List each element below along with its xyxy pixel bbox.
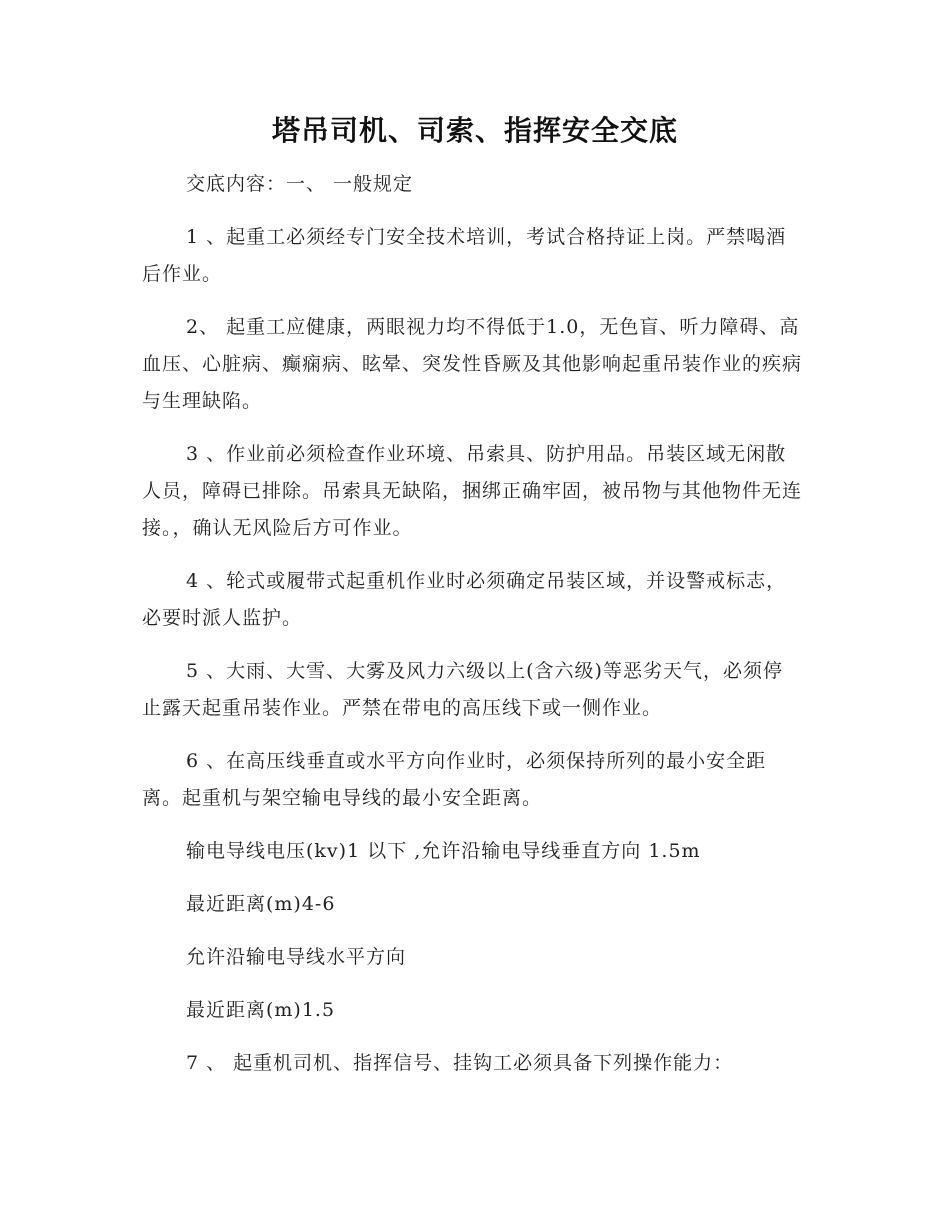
paragraph-intro: 交底内容：一、 一般规定 bbox=[186, 173, 414, 195]
paragraph-rule-1: 1 、起重工必须经专门安全技术培训，考试合格持证上岗。严禁喝酒后作业。 bbox=[142, 226, 787, 285]
paragraph-rule-4: 4 、轮式或履带式起重机作业时必须确定吊装区域，并设警戒标志，必要时派人监护。 bbox=[142, 570, 787, 629]
document-title: 塔吊司机、司索、指挥安全交底 bbox=[271, 114, 678, 147]
paragraph-rule-3: 3 、作业前必须检查作业环境、吊索具、防护用品。吊装区域无闲散人员，障碍已排除。吊索具无缺陷，捆绑正确牢固，被吊物与其他物件无连接。，确认无风险后方可作业。 bbox=[142, 443, 803, 539]
paragraph-min-distance-1: 最近距离(m)4-6 bbox=[186, 893, 336, 915]
document-body bbox=[142, 166, 802, 1098]
paragraph-horizontal-direction: 允许沿输电导线水平方向 bbox=[186, 946, 407, 968]
paragraph-rule-7: 7 、 起重机司机、指挥信号、挂钩工必须具备下列操作能力： bbox=[186, 1052, 734, 1074]
paragraph-voltage-line: 输电导线电压(kv)1 以下 ,允许沿输电导线垂直方向 1.5m bbox=[186, 840, 701, 862]
paragraph-min-distance-2: 最近距离(m)1.5 bbox=[186, 999, 336, 1021]
paragraph-rule-5: 5 、大雨、大雪、大雾及风力六级以上(含六级)等恶劣天气，必须停止露天起重吊装作业。严禁在带电的高压线下或一侧作业。 bbox=[142, 660, 783, 719]
paragraph-rule-6: 6 、在高压线垂直或水平方向作业时，必须保持所列的最小安全距离。起重机与架空输电导线的最小安全距离。 bbox=[142, 750, 767, 809]
paragraph-rule-2: 2、 起重工应健康，两眼视力均不得低于1.0，无色盲、听力障碍、高血压、心脏病、癫痫病、眩晕、突发性昏厥及其他影响起重吊装作业的疾病与生理缺陷。 bbox=[142, 316, 803, 412]
